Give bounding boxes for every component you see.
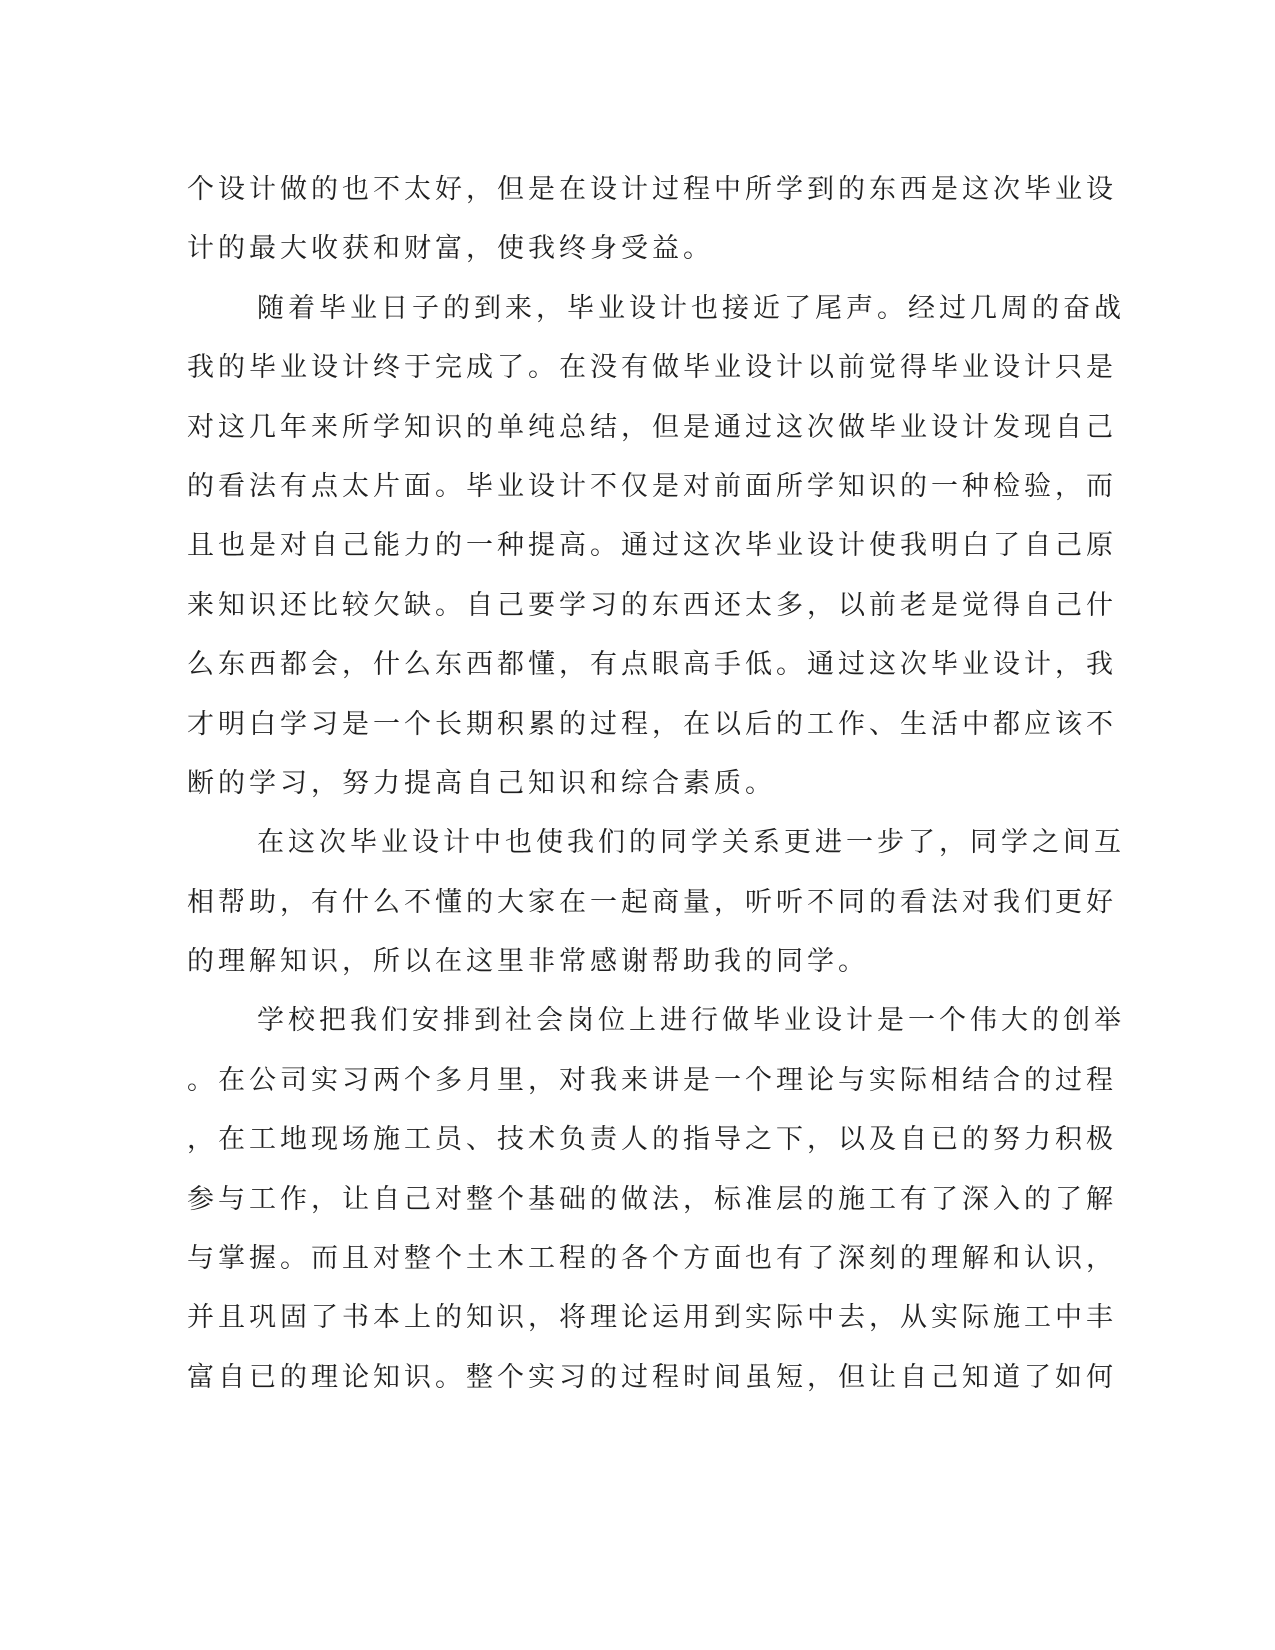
paragraph (187, 991, 1125, 1407)
text-line: 富自已的理论知识。整个实习的过程时间虽短，但让自己知道了如何 (187, 1361, 1117, 1393)
text-line: 么东西都会，什么东西都懂，有点眼高手低。通过这次毕业设计，我 (187, 649, 1117, 681)
paragraph (187, 813, 1125, 991)
text-line: 计的最大收获和财富，使我终身受益。 (187, 233, 714, 265)
text-line: 的看法有点太片面。毕业设计不仅是对前面所学知识的一种检验，而 (187, 470, 1117, 502)
text-line: 我的毕业设计终于完成了。在没有做毕业设计以前觉得毕业设计只是 (187, 352, 1117, 384)
text-line: 来知识还比较欠缺。自己要学习的东西还太多，以前老是觉得自己什 (187, 589, 1117, 621)
text-line: 才明白学习是一个长期积累的过程，在以后的工作、生活中都应该不 (187, 708, 1117, 740)
text-line-first: 随着毕业日子的到来，毕业设计也接近了尾声。经过几周的奋战 (257, 292, 1125, 324)
text-line-first: 在这次毕业设计中也使我们的同学关系更进一步了，同学之间互 (257, 827, 1125, 859)
text-line: 相帮助，有什么不懂的大家在一起商量，听听不同的看法对我们更好 (187, 886, 1117, 918)
paragraph (187, 279, 1125, 814)
body-text (187, 160, 1125, 1407)
text-line: 个设计做的也不太好，但是在设计过程中所学到的东西是这次毕业设 (187, 174, 1117, 205)
text-line: 参与工作，让自己对整个基础的做法，标准层的施工有了深入的了解 (187, 1183, 1117, 1215)
text-line: 且也是对自己能力的一种提高。通过这次毕业设计使我明白了自己原 (187, 530, 1117, 562)
text-line: 。在公司实习两个多月里，对我来讲是一个理论与实际相结合的过程 (187, 1064, 1117, 1096)
text-line: 断的学习，努力提高自己知识和综合素质。 (187, 767, 776, 799)
text-line: 并且巩固了书本上的知识，将理论运用到实际中去，从实际施工中丰 (187, 1302, 1117, 1334)
text-line: 对这几年来所学知识的单纯总结，但是通过这次做毕业设计发现自己 (187, 411, 1117, 443)
text-line: 的理解知识，所以在这里非常感谢帮助我的同学。 (187, 946, 869, 978)
text-line-first: 学校把我们安排到社会岗位上进行做毕业设计是一个伟大的创举 (257, 1005, 1125, 1037)
text-line: 与掌握。而且对整个土木工程的各个方面也有了深刻的理解和认识， (187, 1243, 1117, 1275)
paragraph (187, 160, 1117, 279)
text-line: ，在工地现场施工员、技术负责人的指导之下，以及自已的努力积极 (187, 1124, 1117, 1156)
